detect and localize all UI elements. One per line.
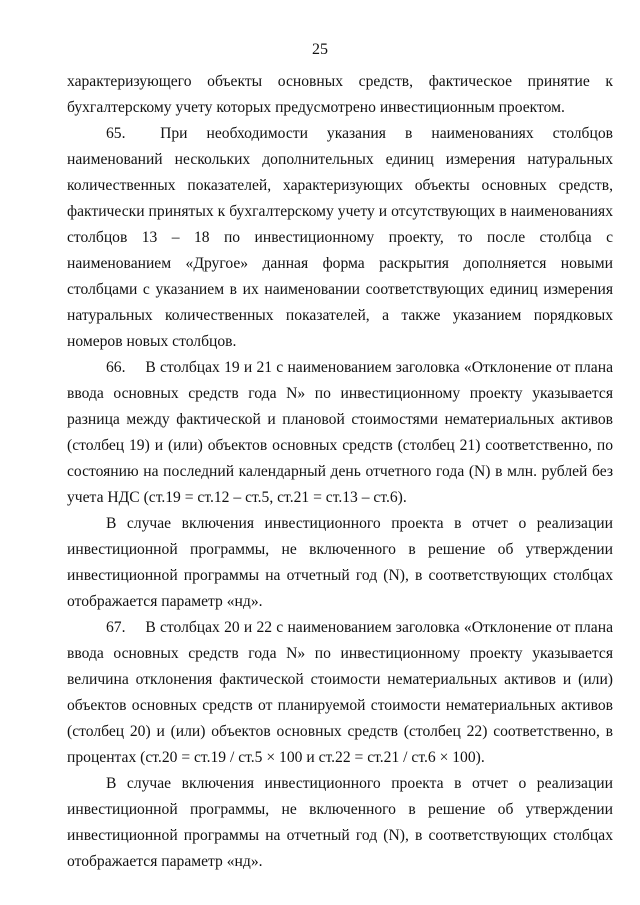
paragraph-67-note: В случае включения инвестиционного проекта в отчет о реализации инвестиционной программы, не включенного в решение об утверждении инвестиционной программы на отчетный год (N), в соответствующих столбцах отображается параметр «нд». — [67, 775, 613, 870]
paragraph-65: 65. При необходимости указания в наименованиях столбцов наименований нескольких дополнительных единиц измерения натуральных количественных показателей, характеризующих объекты основных средств, фактически принятых к бухгалтерскому учету и отсутствующих в наименованиях столбцов 13 – 18 по инвестиционному проекту, то после столбца с наименованием «Другое» данная форма раскрытия дополняется новыми столбцами с указанием в их наименовании соответствующих единиц измерения натуральных количественных показателей, а также указанием порядковых номеров новых столбцов. — [67, 125, 613, 350]
paragraph-67: 67. В столбцах 20 и 22 с наименованием заголовка «Отклонение от плана ввода основных средств года N» по инвестиционному проекту указывается величина отклонения фактической стоимости нематериальных активов и (или) объектов основных средств от планируемой стоимости нематериальных активов (столбец 20) и (или) объектов основных средств (столбец 22) соответственно, в процентах (ст.20 = ст.19 / ст.5 × 100 и ст.22 = ст.21 / ст.6 × 100). — [67, 619, 613, 766]
paragraph-66-note: В случае включения инвестиционного проекта в отчет о реализации инвестиционной программы, не включенного в решение об утверждении инвестиционной программы на отчетный год (N), в соответствующих столбцах отображается параметр «нд». — [67, 515, 613, 610]
paragraph-continuation: характеризующего объекты основных средств, фактическое принятие к бухгалтерскому учету которых предусмотрено инвестиционным проектом. — [67, 73, 613, 116]
document-body — [67, 69, 613, 875]
paragraph-66: 66. В столбцах 19 и 21 с наименованием заголовка «Отклонение от плана ввода основных средств года N» по инвестиционному проекту указывается разница между фактической и плановой стоимостями нематериальных активов (столбец 19) и (или) объектов основных средств (столбец 21) соответственно, по состоянию на последний календарный день отчетного года (N) в млн. рублей без учета НДС (ст.19 = ст.12 – ст.5, ст.21 = ст.13 – ст.6). — [67, 359, 613, 506]
page-number: 25 — [312, 41, 328, 58]
